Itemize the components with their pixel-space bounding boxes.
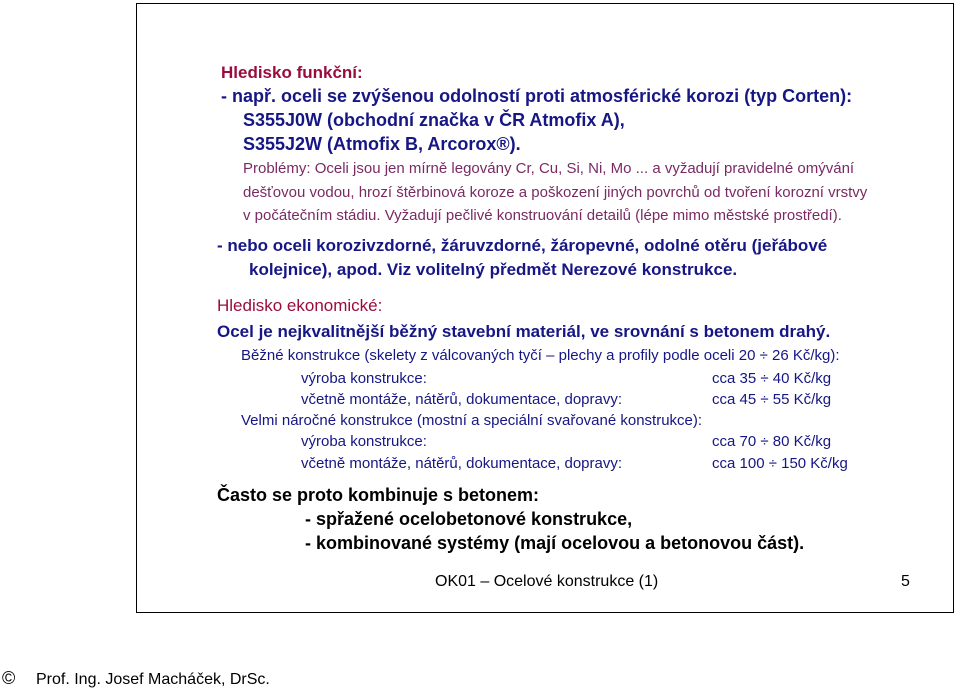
copyright-symbol: © <box>2 668 16 688</box>
copyright-author: Prof. Ing. Josef Macháček, DrSc. <box>36 671 270 688</box>
combination-heading: Často se proto kombinuje s betonem: <box>217 485 540 505</box>
common-row-value: cca 35 ÷ 40 Kč/kg <box>712 370 832 387</box>
problems-line-3: v počátečním stádiu. Vyžadují pečlivé konstruování detailů (lépe mimo městské prostředí). <box>243 207 842 224</box>
common-row-label: výroba konstrukce: <box>301 370 427 387</box>
combination-item: - kombinované systémy (mají ocelovou a betonovou část). <box>305 533 805 553</box>
functional-heading: Hledisko funkční: <box>221 63 363 82</box>
problems-line-1: Problémy: Oceli jsou jen mírně legovány Cr, Cu, Si, Ni, Mo ... a vyžadují pravidelné omývání <box>243 160 855 177</box>
economic-statement: Ocel je nejkvalitnější běžný stavební materiál, ve srovnání s betonem drahý. <box>217 322 831 341</box>
demanding-row-value: cca 100 ÷ 150 Kč/kg <box>712 455 848 472</box>
stainless-line-2: kolejnice), apod. Viz volitelný předmět Nerezové konstrukce. <box>249 260 738 279</box>
functional-line-3: S355J2W (Atmofix B, Arcorox®). <box>243 134 521 154</box>
slide <box>136 3 954 613</box>
stainless-line-1: - nebo oceli korozivzdorné, žáruvzdorné, žáropevné, odolné otěru (jeřábové <box>217 236 828 255</box>
demanding-row-label: včetně montáže, nátěrů, dokumentace, dopravy: <box>301 455 623 472</box>
common-row-label: včetně montáže, nátěrů, dokumentace, dopravy: <box>301 391 623 408</box>
demanding-row-value: cca 70 ÷ 80 Kč/kg <box>712 433 832 450</box>
demanding-row-label: výroba konstrukce: <box>301 433 427 450</box>
combination-item: - spřažené ocelobetonové konstrukce, <box>305 509 633 529</box>
functional-line-1: - např. oceli se zvýšenou odolností proti atmosférické korozi (typ Corten): <box>221 86 853 106</box>
demanding-structures-heading: Velmi náročné konstrukce (mostní a speciální svařované konstrukce): <box>241 412 703 429</box>
common-structures-heading: Běžné konstrukce (skelety z válcovaných tyčí – plechy a profily podle oceli 20 ÷ 26 Kč/kg): <box>241 347 840 364</box>
problems-line-2: dešťovou vodou, hrozí štěrbinová koroze a poškození jiných povrchů od tvoření korozní vrstvy <box>243 184 868 201</box>
common-row-value: cca 45 ÷ 55 Kč/kg <box>712 391 832 408</box>
functional-line-2: S355J0W (obchodní značka v ČR Atmofix A), <box>243 110 625 130</box>
footer-course: OK01 – Ocelové konstrukce (1) <box>435 573 659 590</box>
economic-heading: Hledisko ekonomické: <box>217 296 383 315</box>
page-number: 5 <box>901 573 910 590</box>
